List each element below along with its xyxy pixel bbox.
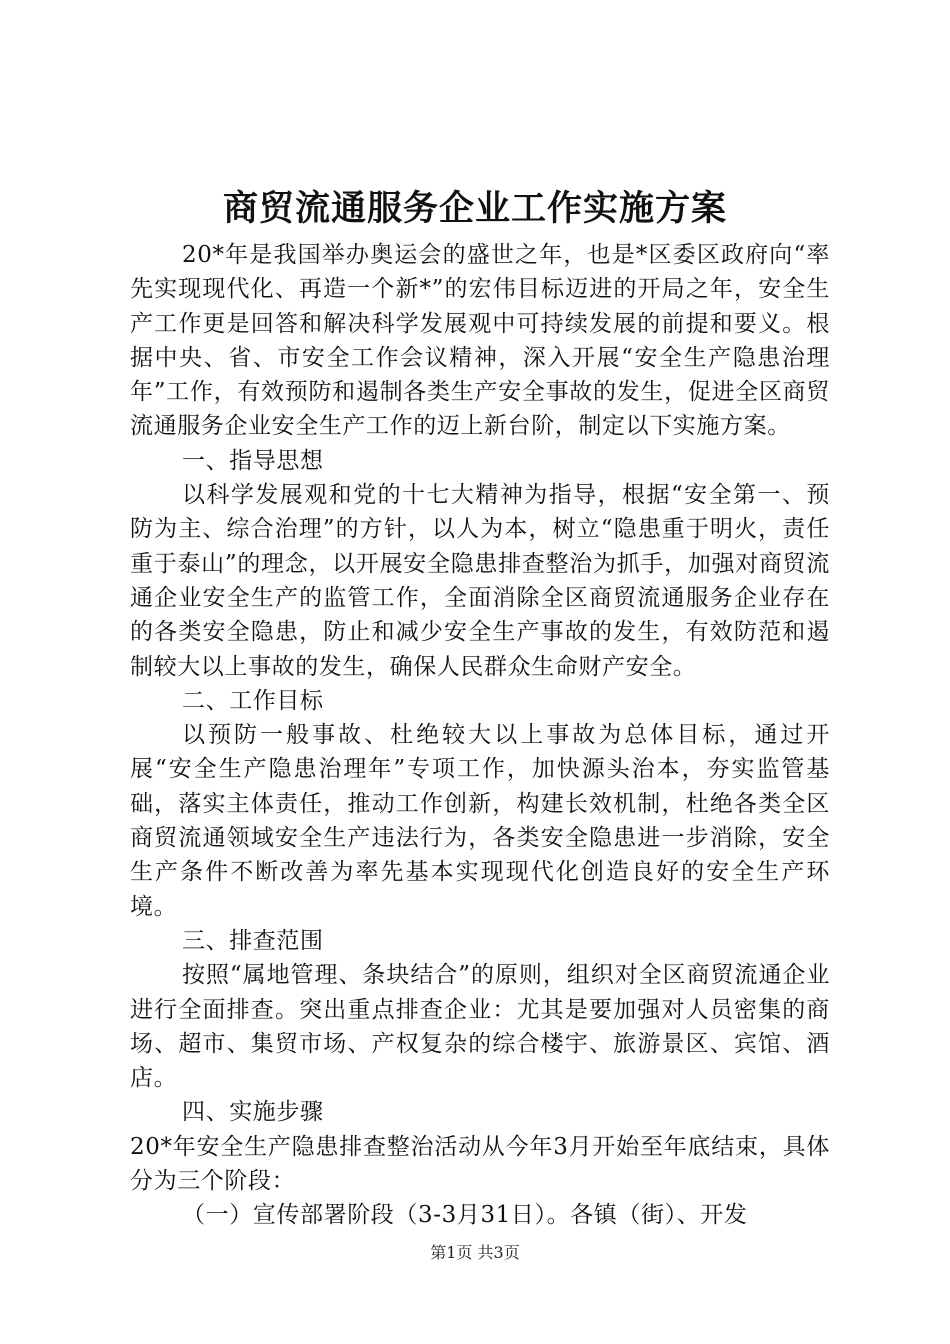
document-body bbox=[130, 238, 830, 1233]
section-heading-guiding-ideology: 一、指导思想 bbox=[182, 447, 324, 474]
guiding-ideology-paragraph: 以科学发展观和党的十七大精神为指导，根据“安全第一、预防为主、综合治理”的方针，以人为本，树立“隐患重于明火，责任重于泰山”的理念，以开展安全隐患排查整治为抓手，加强对商贸流通企业安全生产的监管工作，全面消除全区商贸流通服务企业存在的各类安全隐患，防止和减少安全生产事故的发生，有效防范和遏制较大以上事故的发生，确保人民群众生命财产安全。 bbox=[130, 482, 830, 680]
document-title: 商贸流通服务企业工作实施方案 bbox=[222, 188, 727, 229]
section-heading-implementation-steps: 四、实施步骤 bbox=[182, 1099, 324, 1126]
intro-paragraph: 20*年是我国举办奥运会的盛世之年，也是*区委区政府向“率先实现现代化、再造一个新*”的宏伟目标迈进的开局之年，安全生产工作更是回答和解决科学发展观中可持续发展的前提和要义。根据中央、省、市安全工作会议精神，深入开展“安全生产隐患治理年”工作，有效预防和遏制各类生产安全事故的发生，促进全区商贸流通服务企业安全生产工作的迈上新台阶，制定以下实施方案。 bbox=[130, 242, 830, 440]
inspection-scope-paragraph: 按照“属地管理、条块结合”的原则，组织对全区商贸流通企业进行全面排查。突出重点排查企业：尤其是要加强对人员密集的商场、超市、集贸市场、产权复杂的综合楼宇、旅游景区、宾馆、酒店。 bbox=[130, 962, 830, 1092]
section-heading-inspection-scope: 三、排查范围 bbox=[182, 927, 324, 954]
phase-one-paragraph: （一）宣传部署阶段（3-3月31日）。各镇（街）、开发 bbox=[182, 1202, 748, 1229]
page-number-footer: 第1页 共3页 bbox=[430, 1243, 520, 1262]
implementation-steps-paragraph: 20*年安全生产隐患排查整治活动从今年3月开始至年底结束，具体分为三个阶段： bbox=[130, 1133, 830, 1195]
section-heading-work-goals: 二、工作目标 bbox=[182, 687, 324, 714]
work-goals-paragraph: 以预防一般事故、杜绝较大以上事故为总体目标，通过开展“安全生产隐患治理年”专项工作，加快源头治本，夯实监管基础，落实主体责任，推动工作创新，构建长效机制，杜绝各类全区商贸流通领域安全生产违法行为，各类安全隐患进一步消除，安全生产条件不断改善为率先基本实现现代化创造良好的安全生产环境。 bbox=[130, 722, 830, 920]
